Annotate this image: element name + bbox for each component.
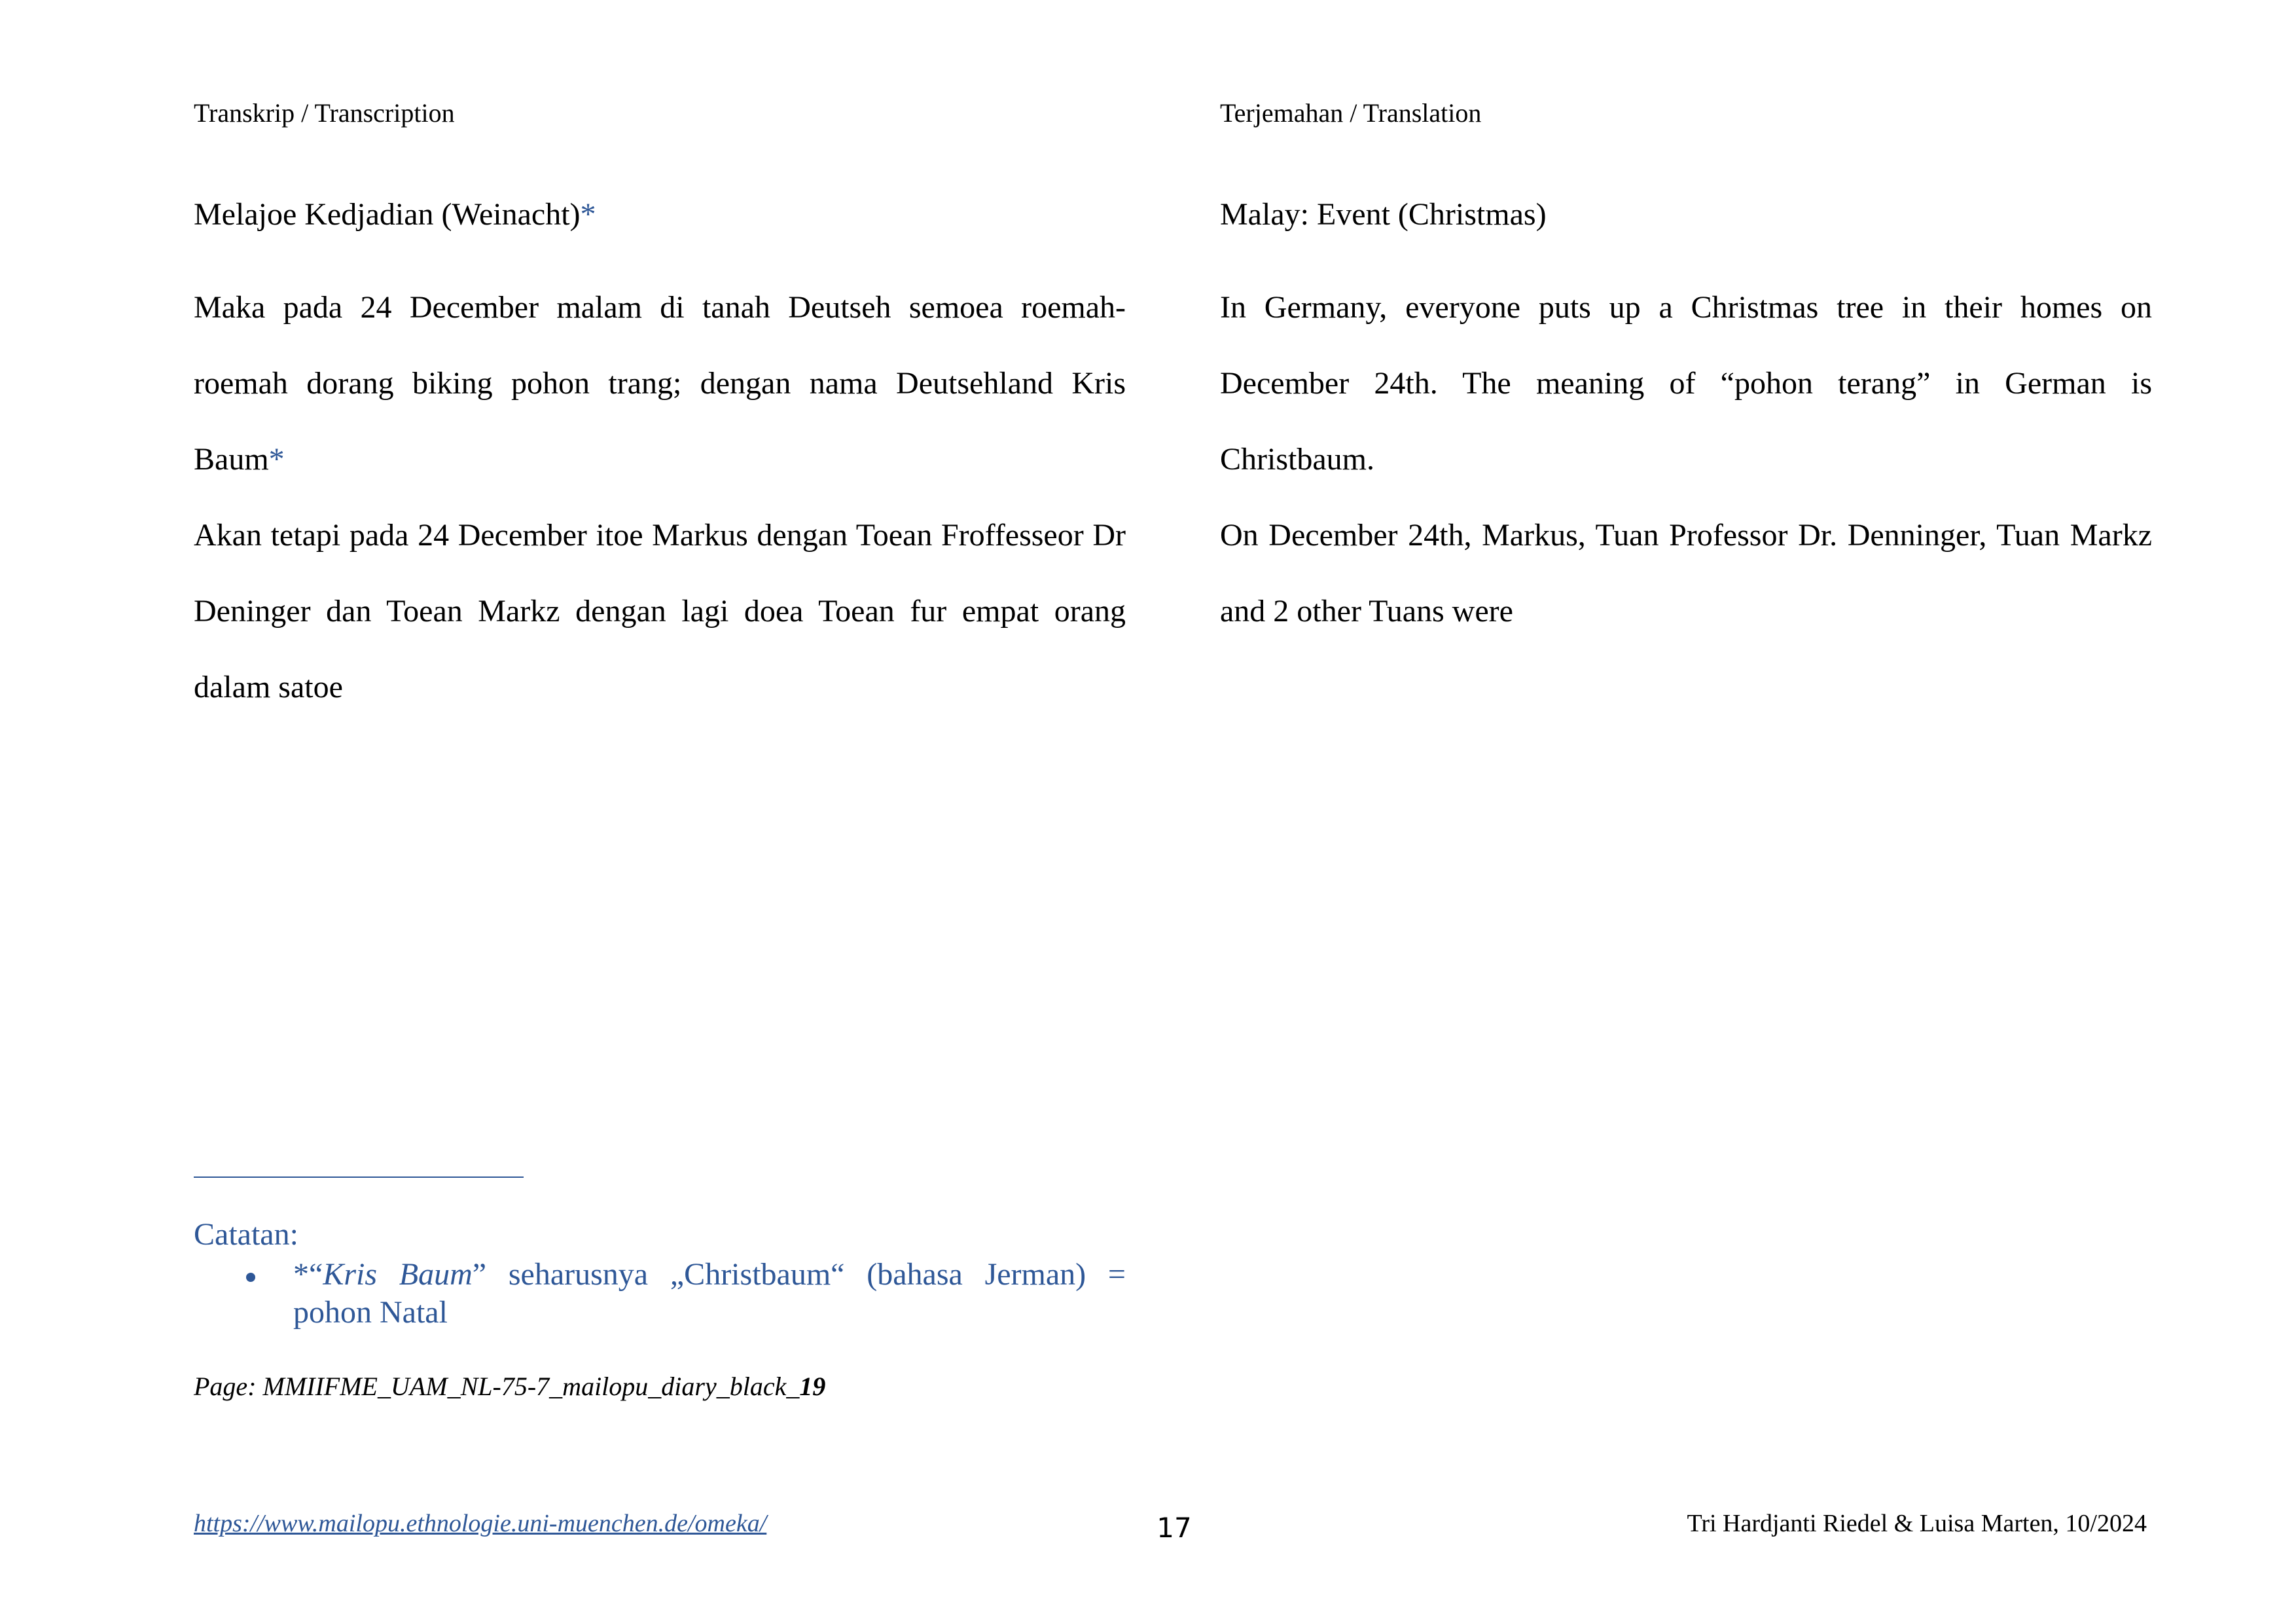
translation-title: Malay: Event (Christmas) <box>1220 197 1547 232</box>
footer-credit: Tri Hardjanti Riedel & Luisa Marten, 10/2024 <box>1687 1510 2147 1537</box>
note-item <box>194 1256 1126 1332</box>
transcription-header: Transkrip / Transcription <box>194 98 455 128</box>
bullet-icon <box>246 1273 255 1282</box>
translation-paragraph-1: In Germany, everyone puts up a Christmas tree in their homes on December 24th. The meaning of “pohon terang” in German is Christbaum. <box>1220 290 2152 477</box>
notes-label: Catatan: <box>194 1217 298 1252</box>
note-prefix: *“ <box>293 1257 323 1292</box>
page-reference-number: 19 <box>799 1372 826 1401</box>
translation-column <box>1220 194 2152 649</box>
transcription-paragraph-1-text: Maka pada 24 December malam di tanah Deutseh semoea roemah-roemah dorang biking pohon trang; dengan nama Deutsehland Kris Baum <box>194 290 1126 477</box>
translation-paragraph-2: On December 24th, Markus, Tuan Professor Dr. Denninger, Tuan Markz and 2 other Tuans were <box>1220 518 2152 629</box>
footer-link[interactable]: https://www.mailopu.ethnologie.uni-muenchen.de/omeka/ <box>194 1510 767 1537</box>
transcription-title <box>194 194 1126 236</box>
notes-list <box>194 1256 1126 1332</box>
transcription-title-text: Melajoe Kedjadian (Weinacht) <box>194 197 581 232</box>
footnote-separator <box>194 1176 524 1178</box>
footnote-marker: * <box>268 442 285 477</box>
page-reference-text: Page: MMIIFME_UAM_NL-75-7_mailopu_diary_black_ <box>194 1372 800 1401</box>
page-number: 17 <box>1157 1512 1192 1544</box>
transcription-paragraph-2: Akan tetapi pada 24 December itoe Markus dengan Toean Froffesseor Dr Deninger dan Toean Markz dengan lagi doea Toean fur empat orang dalam satoe <box>194 518 1126 704</box>
note-term: Kris Baum <box>323 1257 473 1292</box>
transcription-column <box>194 194 1126 725</box>
page-reference <box>194 1371 825 1402</box>
translation-header: Terjemahan / Translation <box>1220 98 1482 128</box>
footnote-marker: * <box>580 197 596 232</box>
note-text: ” seharusnya „Christbaum“ (bahasa Jerman) = pohon Natal <box>293 1257 1126 1330</box>
transcription-paragraph-1 <box>194 270 1126 498</box>
